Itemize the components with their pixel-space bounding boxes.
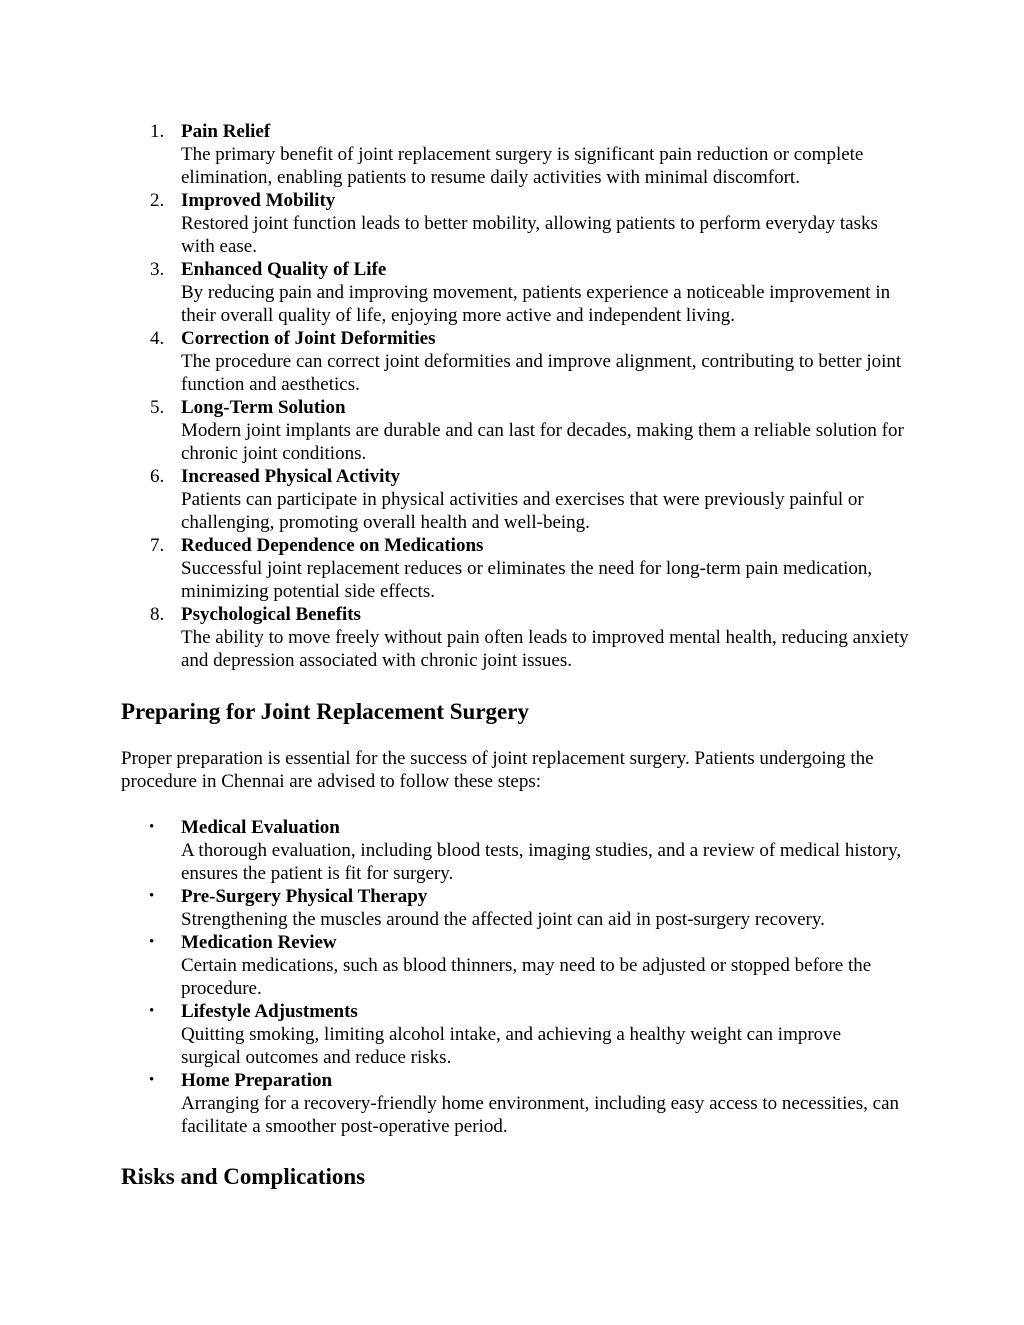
preparation-steps-list: [0, 816, 1024, 1138]
item-description: The procedure can correct joint deformities and improve alignment, contributing to better joint function and aesthetics.: [181, 351, 902, 395]
item-title: Pain Relief: [181, 121, 271, 142]
list-item: [0, 1000, 1024, 1069]
bullet-icon: •: [149, 888, 155, 904]
bullet-icon: •: [149, 934, 155, 950]
list-item: [0, 816, 1024, 885]
item-title: Medical Evaluation: [181, 817, 340, 838]
section-intro-paragraph: Proper preparation is essential for the success of joint replacement surgery. Patients undergoing the procedure in Chennai are advised to follow these steps:: [121, 748, 874, 792]
list-item: [0, 327, 1024, 396]
item-description: Strengthening the muscles around the affected joint can aid in post-surgery recovery.: [181, 909, 825, 930]
item-description: Restored joint function leads to better mobility, allowing patients to perform everyday tasks with ease.: [181, 213, 878, 257]
item-description: Quitting smoking, limiting alcohol intake, and achieving a healthy weight can improve surgical outcomes and reduce risks.: [181, 1024, 842, 1068]
list-number: 2.: [150, 190, 165, 211]
item-description: A thorough evaluation, including blood tests, imaging studies, and a review of medical history, ensures the patient is fit for surgery.: [181, 840, 902, 884]
section-heading-risks: Risks and Complications: [121, 1164, 366, 1189]
item-title: Psychological Benefits: [181, 604, 361, 625]
list-item: [0, 465, 1024, 534]
item-description: Patients can participate in physical activities and exercises that were previously painful or challenging, promoting overall health and well-being.: [181, 489, 864, 533]
list-item: [0, 603, 1024, 672]
item-title: Enhanced Quality of Life: [181, 259, 387, 280]
item-title: Reduced Dependence on Medications: [181, 535, 484, 556]
item-title: Medication Review: [181, 932, 337, 953]
list-item: [0, 189, 1024, 258]
list-item: [0, 534, 1024, 603]
section-heading-preparing: Preparing for Joint Replacement Surgery: [121, 699, 529, 724]
item-title: Correction of Joint Deformities: [181, 328, 436, 349]
list-item: [0, 931, 1024, 1000]
item-title: Long-Term Solution: [181, 397, 346, 418]
item-title: Home Preparation: [181, 1070, 333, 1091]
list-number: 3.: [150, 259, 165, 280]
item-description: The ability to move freely without pain often leads to improved mental health, reducing anxiety and depression associated with chronic joint issues.: [181, 627, 909, 671]
item-title: Pre-Surgery Physical Therapy: [181, 886, 428, 907]
list-number: 6.: [150, 466, 165, 487]
bullet-icon: •: [149, 819, 155, 835]
item-description: The primary benefit of joint replacement surgery is significant pain reduction or complete elimination, enabling patients to resume daily activities with minimal discomfort.: [181, 144, 864, 188]
item-description: Arranging for a recovery-friendly home environment, including easy access to necessities, can facilitate a smoother post-operative period.: [181, 1093, 900, 1137]
item-title: Improved Mobility: [181, 190, 336, 211]
list-item: [0, 1069, 1024, 1138]
item-description: Successful joint replacement reduces or eliminates the need for long-term pain medication, minimizing potential side effects.: [181, 558, 873, 602]
list-number: 8.: [150, 604, 165, 625]
benefits-list: [0, 120, 1024, 672]
list-item: [0, 120, 1024, 189]
item-description: Certain medications, such as blood thinners, may need to be adjusted or stopped before the procedure.: [181, 955, 872, 999]
list-item: [0, 396, 1024, 465]
bullet-icon: •: [149, 1003, 155, 1019]
list-number: 1.: [150, 121, 165, 142]
list-item: [0, 258, 1024, 327]
item-title: Increased Physical Activity: [181, 466, 401, 487]
bullet-icon: •: [149, 1072, 155, 1088]
item-description: Modern joint implants are durable and can last for decades, making them a reliable solution for chronic joint conditions.: [181, 420, 904, 464]
list-number: 5.: [150, 397, 165, 418]
list-number: 7.: [150, 535, 165, 556]
item-description: By reducing pain and improving movement, patients experience a noticeable improvement in their overall quality of life, enjoying more active and independent living.: [181, 282, 891, 326]
list-number: 4.: [150, 328, 165, 349]
list-item: [0, 885, 1024, 931]
item-title: Lifestyle Adjustments: [181, 1001, 358, 1022]
